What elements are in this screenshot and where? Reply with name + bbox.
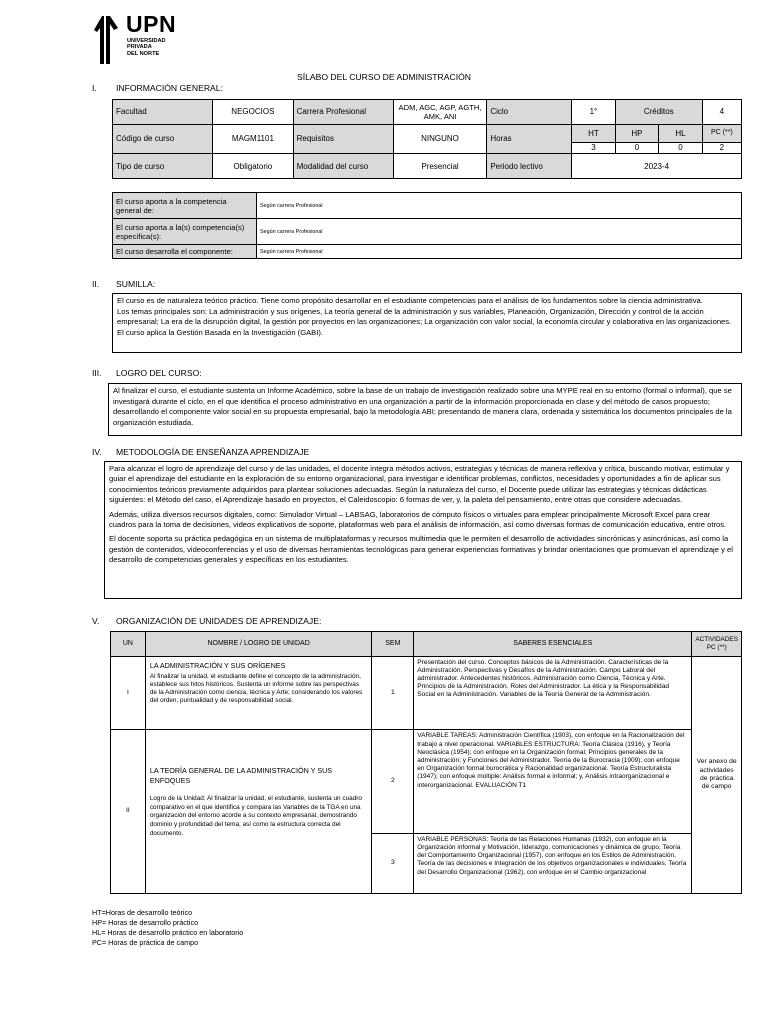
unit-title: LA TEORÍA GENERAL DE LA ADMINISTRACIÓN Y SUS ENFOQUES bbox=[149, 766, 333, 785]
week-number: 1 bbox=[372, 657, 414, 730]
componente-value: Según carrera Profesional bbox=[257, 245, 742, 259]
sumilla-paragraph-1: El curso es de naturaleza teórico práctico. Tiene como propósito desarrollar en el estudiante competencias para el análisis de los fundamentos sobre la ciencia administrativa. bbox=[117, 296, 703, 305]
competencia-general-value: Según carrera Profesional bbox=[257, 193, 742, 219]
ht-value: 3 bbox=[572, 142, 616, 153]
carrera-value: ADM, AGC, AGP, AGTH, AMK, ANI bbox=[393, 100, 487, 125]
sumilla-paragraph-2: Los temas principales son: La administración y sus orígenes, La teoría general de la administración y sus variables, Planeación, Organización, Dirección y control de la acción empresarial; La era de la disrupción digital, la gestión por proyectos en las organizaciones; La organización con valor social, la economía circular y colaborativa en las organizaciones. El curso aplica la Gestión Basada en la Investigación (GABI). bbox=[117, 306, 732, 337]
modalidad-label: Modalidad del curso bbox=[293, 154, 393, 179]
creditos-label: Créditos bbox=[615, 100, 702, 125]
hl-label: HL bbox=[659, 124, 703, 142]
competencia-general-label: El curso aporta a la competencia general de: bbox=[113, 193, 257, 219]
unit-cell bbox=[145, 657, 372, 730]
periodo-value: 2023-4 bbox=[572, 154, 742, 179]
ciclo-label: Ciclo bbox=[487, 100, 572, 125]
legend-hp: HP= Horas de desarrollo práctico bbox=[92, 918, 199, 927]
codigo-value: MAGM1101 bbox=[213, 124, 294, 153]
facultad-value: NEGOCIOS bbox=[213, 100, 294, 125]
creditos-value: 4 bbox=[702, 100, 741, 125]
legend-ht: HT=Horas de desarrollo teórico bbox=[92, 908, 193, 917]
metodologia-paragraph-3: El docente soporta su práctica pedagógica en un sistema de multiplataformas y recursos multimedia que le permiten el desarrollo de actividades sincrónicas y asincrónicas, así como la gestión de contenidos, videoconferencias y el uso de diversas herramientas tecnológicas para generar experiencias formativas y brindar orientaciones que promuevan el aprendizaje y el desarrollo de competencias generales y específicas en los estudiantes. bbox=[109, 534, 733, 565]
competencia-especifica-value: Según carrera Profesional bbox=[257, 219, 742, 245]
col-header-nombre: NOMBRE / LOGRO DE UNIDAD bbox=[145, 632, 372, 657]
metodologia-paragraph-1: Para alcanzar el logro de aprendizaje del curso y de las unidades, el docente integra métodos activos, estrategias y técnicas de manera reflexiva y crítica, buscando motivar, estimular y guiar el aprendizaje del estudiante en la exploración de su entorno organizacional, para investigar e identificar problemas, conflictos, necesidades y oportunidades a fin de aplicar sus conocimientos teóricos previamente adquiridos para plantear soluciones adecuadas. Según la naturaleza del curso, el Docente puede utilizar las estrategias y técnicas didácticas siguientes: el Método del caso, el Aprendizaje basado en proyectos, el Caleidoscopio: 6 formas de ver, y, la paleta del pensamiento, entre otras que considere adecuadas. bbox=[109, 464, 730, 505]
legend-pc: PC= Horas de práctica de campo bbox=[92, 938, 199, 947]
actividades-cell: Ver anexo de actividades de práctica de campo bbox=[692, 657, 742, 894]
legend-hl: HL= Horas de desarrollo práctico en laboratorio bbox=[92, 928, 244, 937]
general-info-table bbox=[112, 99, 742, 179]
section-heading-3: III. LOGRO DEL CURSO: bbox=[92, 368, 202, 378]
logo-subtitle: UNIVERSIDAD PRIVADA DEL NORTE bbox=[127, 38, 166, 57]
pc-value: 2 bbox=[702, 142, 741, 153]
modalidad-value: Presencial bbox=[393, 154, 487, 179]
unit-logro: Logro de la Unidad: Al finalizar la unidad, el estudiante, sustenta un cuadro comparativo en el que identifica y compara las Variables de la TGA en una organización del entorno acorde a su contexto empresarial, demostrando dominio y profundidad del tema, así como la estructura correcta del documento. bbox=[149, 795, 362, 837]
section-heading-5: V. ORGANIZACIÓN DE UNIDADES DE APRENDIZAJE: bbox=[92, 616, 322, 626]
section-heading-2: II. SUMILLA: bbox=[92, 279, 156, 289]
col-header-un: UN bbox=[111, 632, 146, 657]
unit-number: II bbox=[111, 730, 146, 894]
periodo-label: Periodo lectivo bbox=[487, 154, 572, 179]
saberes-cell: VARIABLE TAREAS: Administración Científica (1903), con enfoque en la Racionalización del trabajo a nivel operacional. VARIABLES ESTRUCTURA: Teoría Clásica (1916), y Teoría Neoclásica (1954); con enfoque en la Organización formal; Principios generales de la administración; y Funciones del Administrador. Teoría de la Burocracia (1909); con enfoque en Organización formal burocrática y Racionalidad organizacional. Teoría Estructuralista (1947); con enfoque múltiple: Análisis formal e informal; y, Análisis intraorganizacional e interorganizacional. EVALUACIÓN T1 bbox=[414, 730, 692, 833]
hours-legend bbox=[92, 908, 243, 948]
componente-label: El curso desarrolla el componente: bbox=[113, 245, 257, 259]
facultad-label: Facultad bbox=[113, 100, 213, 125]
unit-logro: Al finalizar la unidad, el estudiante define el concepto de la administración, establece sus hitos históricos. Sustenta un informe sobre las perspectivas de la Administración como ciencia, técnica y Arte; considerando los valores del orden, puntualidad y de responsabilidad social. bbox=[149, 672, 363, 705]
saberes-cell: Presentación del curso. Conceptos básicos de la Administración. Características de la Administración. Perspectivas y Desafíos de la Administración. Campo Laboral del administrador. Antecedentes históricos. Administración como Ciencia, Técnica y Arte. Principios de la Administración. Roles del Administrador. La ética y la Responsabilidad Social en la Administración. Variables de la Teoría General de la Administración. bbox=[414, 657, 692, 730]
metodologia-box bbox=[104, 461, 742, 599]
competencia-especifica-label: El curso aporta a la(s) competencia(s) específica(s): bbox=[113, 219, 257, 245]
tipo-label: Tipo de curso bbox=[113, 154, 213, 179]
logro-box bbox=[108, 383, 742, 436]
ht-label: HT bbox=[572, 124, 616, 142]
col-header-actividades: ACTIVIDADES PC (**) bbox=[692, 632, 742, 657]
ciclo-value: 1° bbox=[572, 100, 616, 125]
saberes-cell: VARIABLE PERSONAS: Teoría de las Relaciones Humanas (1932), con enfoque en la Organización informal y Motivación, liderazgo, comunicaciones y dinámica de grupo. Teoría del Comportamiento Organizacional (1957), con enfoque en los Estilos de Administración, Teoría de las decisiones e Integración de los objetivos organizacionales e individuales. Teoría del Desarrollo Organizacional (1962), con enfoque en el Cambio organizacional bbox=[414, 833, 692, 893]
col-header-saberes: SABERES ESENCIALES bbox=[414, 632, 692, 657]
horas-label: Horas bbox=[487, 124, 572, 153]
unidades-table bbox=[110, 631, 742, 894]
hp-label: HP bbox=[615, 124, 659, 142]
requisitos-value: NINGUNO bbox=[393, 124, 487, 153]
unit-number: I bbox=[111, 657, 146, 730]
document-title: SÍLABO DEL CURSO DE ADMINISTRACIÓN bbox=[297, 72, 471, 82]
tipo-value: Obligatorio bbox=[213, 154, 294, 179]
hl-value: 0 bbox=[659, 142, 703, 153]
logo-wordmark: UPN bbox=[126, 11, 177, 37]
upn-logo-icon bbox=[92, 12, 122, 64]
table-row bbox=[111, 730, 742, 833]
competencias-table bbox=[112, 192, 742, 259]
section-heading-1: I. INFORMACIÓN GENERAL: bbox=[92, 83, 223, 93]
table-row bbox=[111, 657, 742, 730]
unit-cell bbox=[145, 730, 372, 894]
unit-title: LA ADMINISTRACIÓN Y SUS ORÍGENES bbox=[149, 661, 286, 671]
col-header-sem: SEM bbox=[372, 632, 414, 657]
week-number: 3 bbox=[372, 833, 414, 893]
section-heading-4: IV. METODOLOGÍA DE ENSEÑANZA APRENDIZAJE bbox=[92, 447, 310, 457]
sumilla-box bbox=[112, 293, 742, 353]
metodologia-paragraph-2: Además, utiliza diversos recursos digitales, como: Simulador Virtual – LABSAG, laboratorios de cómputo físicos o virtuales para emplear principalmente Microsoft Excel para crear cuadros para la toma de decisiones, videos explicativos de soporte, plataformas web para el análisis de información, así como diversas formas de comunicación educativa, entre otros. bbox=[109, 509, 727, 530]
logro-text: Al finalizar el curso, el estudiante sustenta un Informe Académico, sobre la base de un trabajo de investigación realizado sobre una MYPE real en su entorno (formal o informal), que se investigará durante el ciclo, en el que identifica el proceso administrativo en una organización a partir de la información proporcionada en clase y del método de casos propuesto; desarrollando el componente valor social en su propuesta empresarial, bajo la metodología ABI; presentando de manera clara, ordenada y sistemática los documentos principales de la organización estudiada. bbox=[113, 386, 732, 427]
hp-value: 0 bbox=[615, 142, 659, 153]
requisitos-label: Requisitos bbox=[293, 124, 393, 153]
carrera-label: Carrera Profesional bbox=[293, 100, 393, 125]
week-number: 2 bbox=[372, 730, 414, 833]
pc-label: PC (**) bbox=[702, 124, 741, 142]
codigo-label: Código de curso bbox=[113, 124, 213, 153]
